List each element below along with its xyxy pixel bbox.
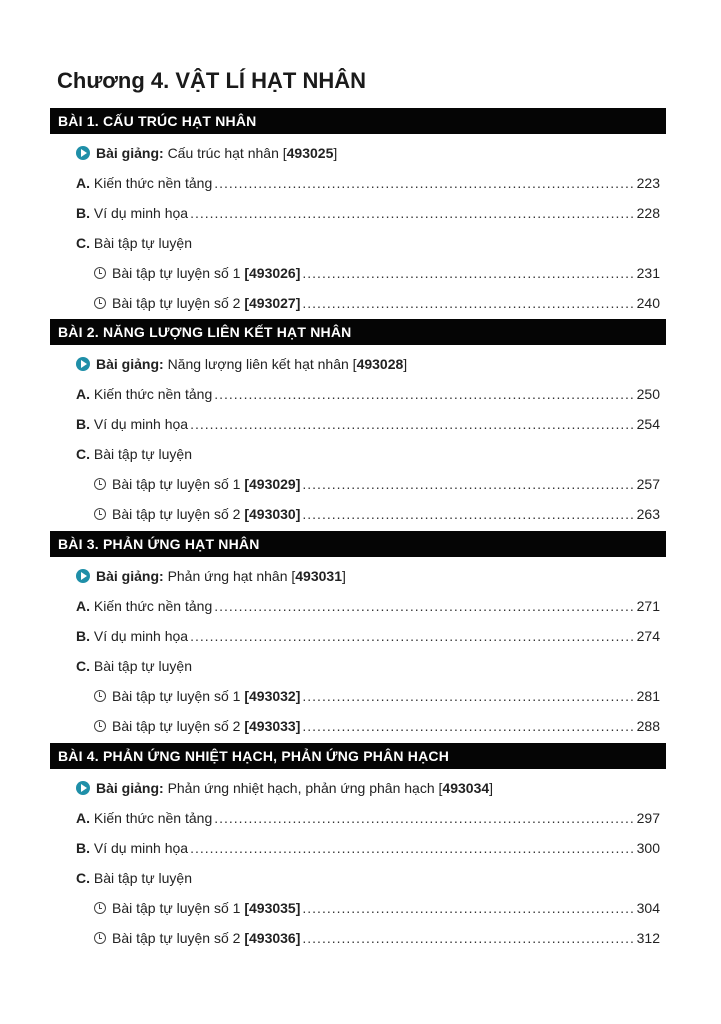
page-number: 231 <box>636 265 660 281</box>
page-number: 300 <box>636 840 660 856</box>
entry-text: Kiến thức nền tảng <box>93 598 213 614</box>
entry-letter: C. <box>76 446 90 462</box>
page-number: 304 <box>636 900 660 916</box>
exercise-text: Bài tập tự luyện số 2 <box>112 295 241 311</box>
toc-entry-b[interactable] <box>76 626 660 646</box>
exercise-entry-1[interactable] <box>94 898 660 918</box>
entry-letter: B. <box>76 416 90 432</box>
lecture-link[interactable]: Bài giảng: Phản ứng hạt nhân [493031] <box>76 566 346 586</box>
entry-letter: C. <box>76 658 90 674</box>
entry-text: Bài tập tự luyện <box>93 446 192 462</box>
page-number: 240 <box>636 295 660 311</box>
clock-icon <box>94 478 106 490</box>
dot-leader <box>190 203 635 223</box>
dot-leader <box>302 293 634 313</box>
lecture-label: Bài giảng: <box>96 568 164 584</box>
exercise-text: Bài tập tự luyện số 2 <box>112 930 241 946</box>
dot-leader <box>214 596 634 616</box>
lesson-4-section <box>50 743 666 769</box>
entry-letter: A. <box>76 386 90 402</box>
exercise-code: [493026] <box>244 265 301 281</box>
exercise-entry-1[interactable] <box>94 474 660 494</box>
exercise-text: Bài tập tự luyện số 1 <box>112 688 241 704</box>
lesson-heading: BÀI 4. PHẢN ỨNG NHIỆT HẠCH, PHẢN ỨNG PHÂN HẠCH <box>50 743 666 769</box>
lecture-title: Phản ứng nhiệt hạch, phản ứng phân hạch <box>167 780 435 796</box>
lecture-label: Bài giảng: <box>96 145 164 161</box>
toc-entry-b[interactable] <box>76 414 660 434</box>
exercise-text: Bài tập tự luyện số 2 <box>112 718 241 734</box>
exercise-code: [493035] <box>244 900 301 916</box>
page-number: 281 <box>636 688 660 704</box>
entry-text: Ví dụ minh họa <box>93 416 189 432</box>
entry-text: Kiến thức nền tảng <box>93 386 213 402</box>
lecture-link[interactable]: Bài giảng: Phản ứng nhiệt hạch, phản ứng phân hạch [493034] <box>76 778 493 798</box>
lecture-label: Bài giảng: <box>96 780 164 796</box>
page-number: 257 <box>636 476 660 492</box>
page-number: 288 <box>636 718 660 734</box>
lecture-code: 493025 <box>286 145 334 161</box>
dot-leader <box>302 474 634 494</box>
exercise-text: Bài tập tự luyện số 2 <box>112 506 241 522</box>
lesson-heading: BÀI 3. PHẢN ỨNG HẠT NHÂN <box>50 531 666 557</box>
exercise-entry-2[interactable] <box>94 293 660 313</box>
entry-text: Kiến thức nền tảng <box>93 810 213 826</box>
entry-text: Ví dụ minh họa <box>93 840 189 856</box>
exercise-entry-2[interactable] <box>94 928 660 948</box>
entry-letter: B. <box>76 205 90 221</box>
dot-leader <box>302 898 634 918</box>
dot-leader <box>302 263 634 283</box>
page-number: 274 <box>636 628 660 644</box>
play-circle-icon <box>76 357 90 371</box>
dot-leader <box>302 686 634 706</box>
dot-leader <box>302 928 634 948</box>
entry-text: Kiến thức nền tảng <box>93 175 213 191</box>
entry-text: Bài tập tự luyện <box>93 658 192 674</box>
lesson-heading: BÀI 1. CẤU TRÚC HẠT NHÂN <box>50 108 666 134</box>
toc-entry-c <box>76 868 192 888</box>
entry-letter: B. <box>76 840 90 856</box>
exercise-code: [493036] <box>244 930 301 946</box>
toc-entry-c <box>76 444 192 464</box>
entry-letter: A. <box>76 810 90 826</box>
clock-icon <box>94 690 106 702</box>
chapter-title: Chương 4. VẬT LÍ HẠT NHÂN <box>57 68 366 93</box>
lecture-title: Cấu trúc hạt nhân <box>167 145 279 161</box>
clock-icon <box>94 267 106 279</box>
lecture-title: Năng lượng liên kết hạt nhân <box>167 356 349 372</box>
entry-text: Bài tập tự luyện <box>93 235 192 251</box>
toc-entry-c <box>76 233 192 253</box>
dot-leader <box>302 716 634 736</box>
lecture-code: 493034 <box>442 780 490 796</box>
lecture-link[interactable]: Bài giảng: Cấu trúc hạt nhân [493025] <box>76 143 337 163</box>
clock-icon <box>94 720 106 732</box>
clock-icon <box>94 902 106 914</box>
lecture-code: 493031 <box>295 568 342 584</box>
page-number: 271 <box>636 598 660 614</box>
exercise-code: [493032] <box>244 688 301 704</box>
page-number: 263 <box>636 506 660 522</box>
toc-entry-a[interactable] <box>76 173 660 193</box>
exercise-entry-1[interactable] <box>94 263 660 283</box>
exercise-entry-1[interactable] <box>94 686 660 706</box>
toc-entry-c <box>76 656 192 676</box>
dot-leader <box>214 384 634 404</box>
entry-text: Ví dụ minh họa <box>93 628 189 644</box>
toc-entry-b[interactable] <box>76 838 660 858</box>
lesson-1-section <box>50 108 666 134</box>
exercise-entry-2[interactable] <box>94 716 660 736</box>
entry-letter: A. <box>76 598 90 614</box>
dot-leader <box>190 626 635 646</box>
entry-text: Bài tập tự luyện <box>93 870 192 886</box>
exercise-text: Bài tập tự luyện số 1 <box>112 476 241 492</box>
entry-letter: C. <box>76 870 90 886</box>
page-number: 297 <box>636 810 660 826</box>
clock-icon <box>94 508 106 520</box>
toc-entry-a[interactable] <box>76 384 660 404</box>
toc-entry-a[interactable] <box>76 808 660 828</box>
exercise-code: [493029] <box>244 476 301 492</box>
entry-letter: B. <box>76 628 90 644</box>
lecture-link[interactable]: Bài giảng: Năng lượng liên kết hạt nhân [493028] <box>76 354 407 374</box>
page-number: 254 <box>636 416 660 432</box>
dot-leader <box>302 504 634 524</box>
page-number: 223 <box>636 175 660 191</box>
page-number: 250 <box>636 386 660 402</box>
exercise-code: [493027] <box>244 295 301 311</box>
clock-icon <box>94 297 106 309</box>
lecture-label: Bài giảng: <box>96 356 164 372</box>
exercise-entry-2[interactable] <box>94 504 660 524</box>
lesson-2-section <box>50 319 666 345</box>
entry-text: Ví dụ minh họa <box>93 205 189 221</box>
dot-leader <box>190 838 635 858</box>
entry-letter: C. <box>76 235 90 251</box>
toc-entry-b[interactable] <box>76 203 660 223</box>
lesson-heading: BÀI 2. NĂNG LƯỢNG LIÊN KẾT HẠT NHÂN <box>50 319 666 345</box>
play-circle-icon <box>76 146 90 160</box>
exercise-text: Bài tập tự luyện số 1 <box>112 900 241 916</box>
play-circle-icon <box>76 781 90 795</box>
lecture-code: 493028 <box>356 356 404 372</box>
dot-leader <box>214 173 634 193</box>
entry-letter: A. <box>76 175 90 191</box>
page-number: 228 <box>636 205 660 221</box>
dot-leader <box>214 808 634 828</box>
play-circle-icon <box>76 569 90 583</box>
toc-entry-a[interactable] <box>76 596 660 616</box>
lecture-title: Phản ứng hạt nhân <box>167 568 288 584</box>
page-number: 312 <box>636 930 660 946</box>
dot-leader <box>190 414 635 434</box>
clock-icon <box>94 932 106 944</box>
lesson-3-section <box>50 531 666 557</box>
exercise-code: [493033] <box>244 718 301 734</box>
exercise-code: [493030] <box>244 506 301 522</box>
exercise-text: Bài tập tự luyện số 1 <box>112 265 241 281</box>
